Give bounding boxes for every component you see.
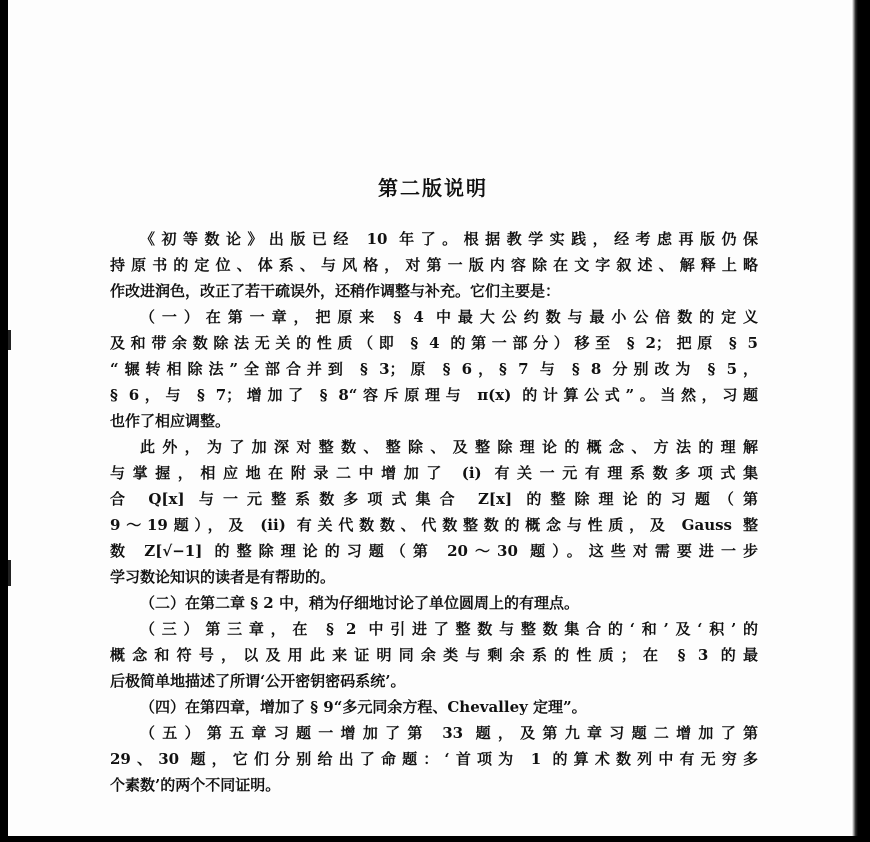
text-line: （五）第五章习题一增加了第 33 题，及第九章习题二增加了第 [140,724,758,742]
text-line: § 6，与 § 7；增加了 § 8“容斥原理与 π(x) 的计算公式”。当然，习题 [110,386,758,404]
text-line: 9～19题），及 (ii) 有关代数数、代数整数的概念与性质，及 Gauss 整 [110,516,758,534]
text-line: 与掌握，相应地在附录二中增加了 (i) 有关一元有理系数多项式集 [110,464,758,482]
text-line: 学习数论知识的读者是有帮助的。 [110,568,336,586]
text-line: 29、30 题，它们分别给出了命题：‘首项为 1 的算术数列中有无穷多 [110,750,758,768]
text-line: （四）在第四章，增加了 § 9“多元同余方程、Chevalley 定理”。 [140,698,587,716]
page-title: 第二版说明 [378,176,488,200]
text-line: 合 Q[x] 与一元整系数多项式集合 Z[x] 的整除理论的习题（第 [110,490,758,508]
scan-mark [8,560,11,586]
text-line: 作改进润色，改正了若干疏误外，还稍作调整与补充。它们主要是： [110,282,561,300]
text-line: 持原书的定位、体系、与风格，对第一版内容除在文字叙述、解释上略 [110,256,758,274]
text-line: 也作了相应调整。 [110,412,231,430]
text-line: 数 Z[√−1] 的整除理论的习题（第 20～30 题）。这些对需要进一步 [110,542,758,560]
text-line: （二）在第二章 § 2 中，稍为仔细地讨论了单位圆周上的有理点。 [140,594,579,612]
document-body [110,226,758,798]
document-page [8,0,858,836]
text-line: 个素数’的两个不同证明。 [110,776,281,794]
text-line: 及和带余数除法无关的性质（即 § 4 的第一部分）移至 § 2；把原 § 5 [110,334,758,352]
text-line: 后极简单地描述了所谓‘公开密钥密码系统’。 [110,672,406,690]
text-line: （一）在第一章，把原来 § 4 中最大公约数与最小公倍数的定义 [140,308,758,326]
text-line: “辗转相除法”全部合并到 § 3；原 § 6，§ 7 与 § 8 分别改为 § 5， [110,360,758,378]
page-edge-shadow [852,0,858,836]
text-line: （三）第三章，在 § 2 中引进了整数与整数集合的‘和’及‘积’的 [140,620,758,638]
text-line: 《初等数论》出版已经 10 年了。根据教学实践，经考虑再版仍保 [140,230,758,248]
scan-mark [8,330,11,350]
text-line: 此外，为了加深对整数、整除、及整除理论的概念、方法的理解 [140,438,758,456]
text-line: 概念和符号，以及用此来证明同余类与剩余系的性质；在 § 3 的最 [110,646,758,664]
